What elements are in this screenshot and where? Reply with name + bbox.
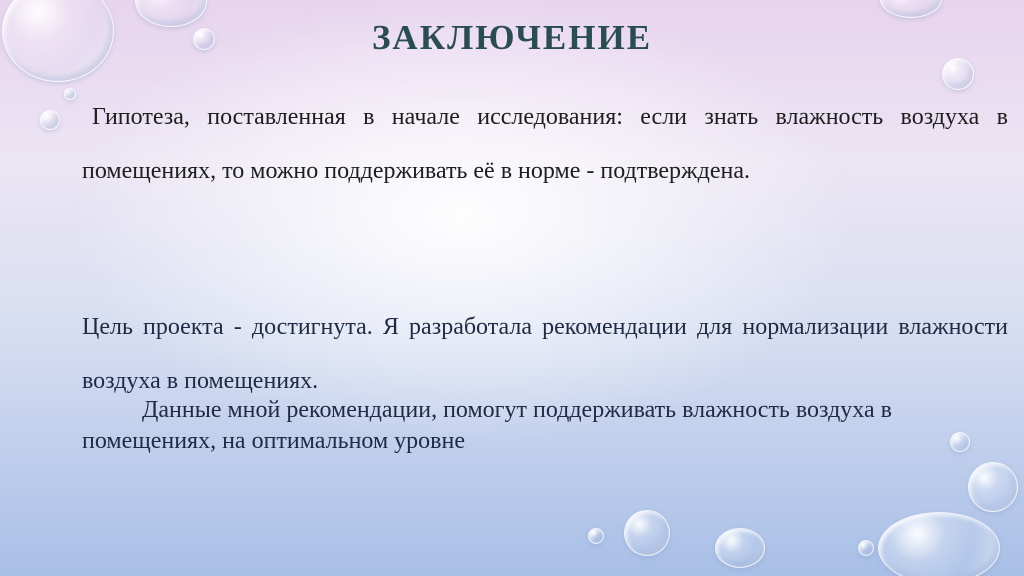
water-drop-decoration xyxy=(858,540,874,556)
water-drop-decoration xyxy=(942,58,974,90)
water-drop-decoration xyxy=(878,512,1000,576)
water-drop-decoration xyxy=(624,510,670,556)
water-drop-decoration xyxy=(64,88,76,100)
water-drop-decoration xyxy=(588,528,604,544)
hypothesis-paragraph: Гипотеза, поставленная в начале исследования: если знать влажность воздуха в помещениях, то можно поддерживать её в норме - подтверждена. xyxy=(82,104,1008,184)
recommendations-paragraph xyxy=(82,395,1008,457)
water-drop-decoration xyxy=(715,528,765,568)
slide-title: ЗАКЛЮЧЕНИЕ xyxy=(371,18,653,57)
water-drop-decoration xyxy=(968,462,1018,512)
goal-paragraph: Цель проекта - достигнута. Я разработала рекомендации для нормализации влажности воздуха в помещениях. xyxy=(82,314,1008,394)
water-drop-decoration xyxy=(880,0,942,18)
recommendations-text: Данные мной рекомендации, помогут поддерживать влажность воздуха в помещениях, на оптимальном уровне xyxy=(82,397,892,454)
water-drop-decoration xyxy=(40,110,60,130)
